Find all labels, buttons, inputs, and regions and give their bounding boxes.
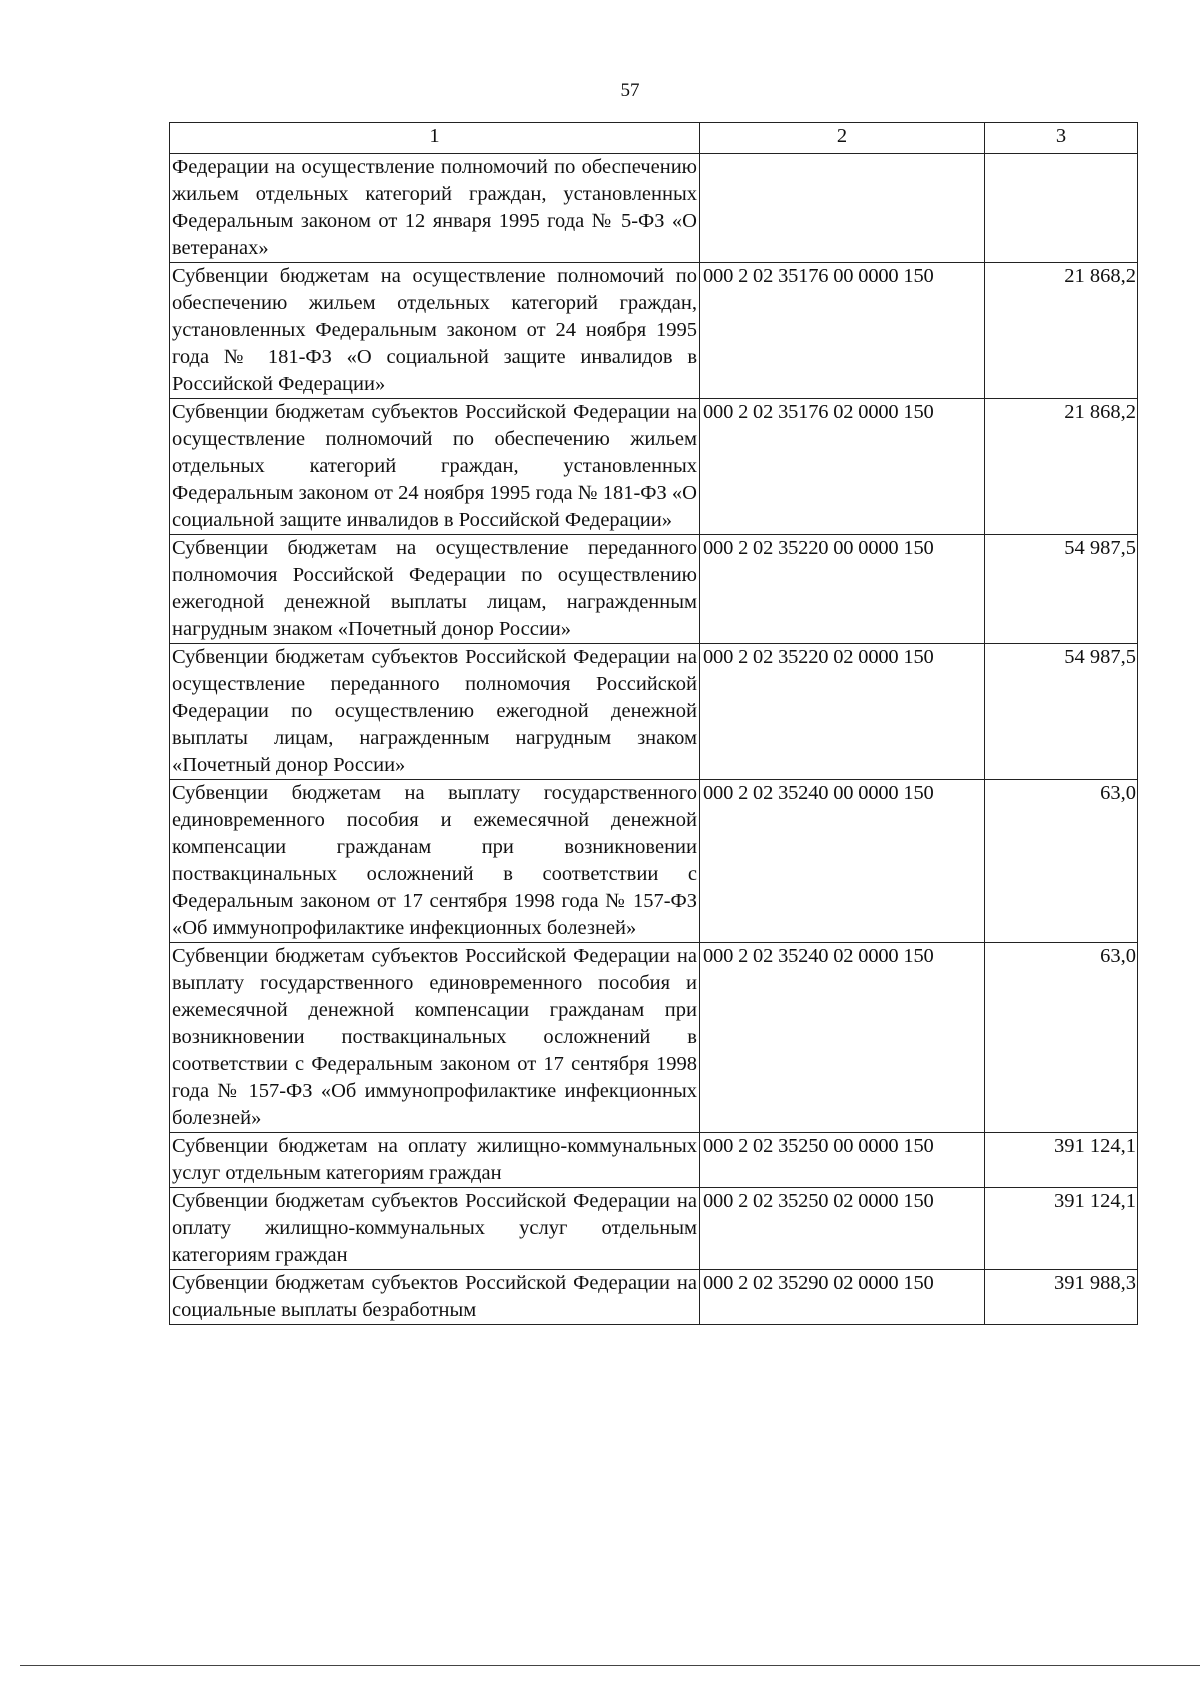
table-row <box>170 644 1138 780</box>
row-description: Субвенции бюджетам на выплату государственного единовременного пособия и ежемесячной денежной компенсации гражданам при возникновении поствакцинальных осложнений в соответствии с Федеральным законом от 17 сентября 1998 года № 157-ФЗ «Об иммунопрофилактике инфекционных болезней» <box>170 780 700 943</box>
row-amount: 63,0 <box>985 780 1138 943</box>
row-description: Субвенции бюджетам на осуществление переданного полномочия Российской Федерации по осуществлению ежегодной денежной выплаты лицам, награжденным нагрудным знаком «Почетный донор России» <box>170 535 700 644</box>
row-description: Субвенции бюджетам субъектов Российской Федерации на оплату жилищно-коммунальных услуг отдельным категориям граждан <box>170 1188 700 1270</box>
table-header-row <box>170 123 1138 154</box>
row-description: Субвенции бюджетам субъектов Российской Федерации на осуществление переданного полномочия Российской Федерации по осуществлению ежегодной денежной выплаты лицам, награжденным нагрудным знаком «Почетный донор России» <box>170 644 700 780</box>
row-code: 000 2 02 35176 02 0000 150 <box>700 399 985 535</box>
budget-table <box>169 122 1138 1325</box>
row-description: Субвенции бюджетам субъектов Российской Федерации на выплату государственного единовременного пособия и ежемесячной денежной компенсации гражданам при возникновении поствакцинальных осложнений в соответствии с Федеральным законом от 17 сентября 1998 года № 157-ФЗ «Об иммунопрофилактике инфекционных болезней» <box>170 943 700 1133</box>
row-amount: 21 868,2 <box>985 263 1138 399</box>
bottom-divider <box>20 1665 1200 1666</box>
row-code: 000 2 02 35176 00 0000 150 <box>700 263 985 399</box>
row-code: 000 2 02 35240 02 0000 150 <box>700 943 985 1133</box>
table-row <box>170 263 1138 399</box>
page-number: 57 <box>620 80 640 101</box>
table-row <box>170 535 1138 644</box>
table-row <box>170 1270 1138 1325</box>
row-amount: 391 124,1 <box>985 1188 1138 1270</box>
row-code: 000 2 02 35290 02 0000 150 <box>700 1270 985 1325</box>
row-description: Субвенции бюджетам субъектов Российской Федерации на осуществление полномочий по обеспечению жильем отдельных категорий граждан, установленных Федеральным законом от 24 ноября 1995 года № 181-ФЗ «О социальной защите инвалидов в Российской Федерации» <box>170 399 700 535</box>
table-row <box>170 1133 1138 1188</box>
row-description: Федерации на осуществление полномочий по обеспечению жильем отдельных категорий граждан, установленных Федеральным законом от 12 января 1995 года № 5-ФЗ «О ветеранах» <box>170 154 700 263</box>
column-header-3: 3 <box>985 123 1138 154</box>
row-amount <box>985 154 1138 263</box>
row-code: 000 2 02 35240 00 0000 150 <box>700 780 985 943</box>
table-row <box>170 943 1138 1133</box>
row-code <box>700 154 985 263</box>
table-row <box>170 1188 1138 1270</box>
row-code: 000 2 02 35220 02 0000 150 <box>700 644 985 780</box>
row-amount: 391 988,3 <box>985 1270 1138 1325</box>
row-code: 000 2 02 35250 02 0000 150 <box>700 1188 985 1270</box>
row-description: Субвенции бюджетам субъектов Российской Федерации на социальные выплаты безработным <box>170 1270 700 1325</box>
column-header-1: 1 <box>170 123 700 154</box>
row-amount: 63,0 <box>985 943 1138 1133</box>
table-row <box>170 780 1138 943</box>
row-amount: 54 987,5 <box>985 644 1138 780</box>
column-header-2: 2 <box>700 123 985 154</box>
row-amount: 391 124,1 <box>985 1133 1138 1188</box>
row-description: Субвенции бюджетам на осуществление полномочий по обеспечению жильем отдельных категорий граждан, установленных Федеральным законом от 24 ноября 1995 года № 181-ФЗ «О социальной защите инвалидов в Российской Федерации» <box>170 263 700 399</box>
row-code: 000 2 02 35250 00 0000 150 <box>700 1133 985 1188</box>
row-code: 000 2 02 35220 00 0000 150 <box>700 535 985 644</box>
table-row <box>170 154 1138 263</box>
table-row <box>170 399 1138 535</box>
row-description: Субвенции бюджетам на оплату жилищно-коммунальных услуг отдельным категориям граждан <box>170 1133 700 1188</box>
row-amount: 54 987,5 <box>985 535 1138 644</box>
row-amount: 21 868,2 <box>985 399 1138 535</box>
